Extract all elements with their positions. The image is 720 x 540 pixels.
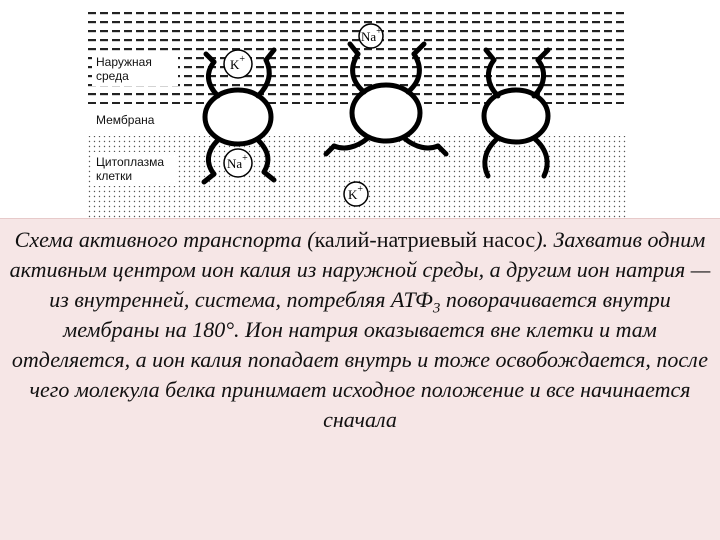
caption-part-1: Схема активного транспорта (	[14, 227, 315, 252]
caption-box	[0, 218, 720, 540]
cytoplasm-label-line1: Цитоплазма	[96, 155, 165, 169]
svg-text:Na+: Na+	[227, 153, 248, 171]
na-ion-inner	[224, 149, 252, 177]
outer-medium-label-line1: Наружная	[96, 55, 152, 69]
svg-text:K+: K+	[230, 54, 246, 72]
outer-medium-label-line2: среда	[96, 69, 129, 83]
svg-text:Na+: Na+	[361, 26, 382, 44]
sodium-potassium-pump-diagram	[88, 0, 628, 218]
caption-text	[6, 225, 714, 435]
caption-part-3: ). Захватив одним активным центром ион калия из наружной среды, а другим ион натрия — из внутренней, система, потребляя АТФ	[9, 227, 711, 312]
caption-part-4: поворачивается внутри мембраны на 180°. Ион натрия оказывается вне клетки и там отделяется, а ион калия попадает внутрь и тоже освобождается, после чего молекула белка принимает исходное положение и все начинается сначала	[11, 287, 709, 432]
svg-text:K+: K+	[348, 184, 364, 202]
caption-subscript: 3	[432, 300, 441, 317]
caption-part-2: калий-натриевый насос	[314, 227, 536, 252]
na-ion-top	[359, 24, 383, 48]
cytoplasm-label-line2: клетки	[96, 169, 133, 183]
k-ion-bottom	[344, 182, 368, 206]
k-ion-outer	[224, 50, 252, 78]
membrane-label: Мембрана	[96, 113, 155, 127]
